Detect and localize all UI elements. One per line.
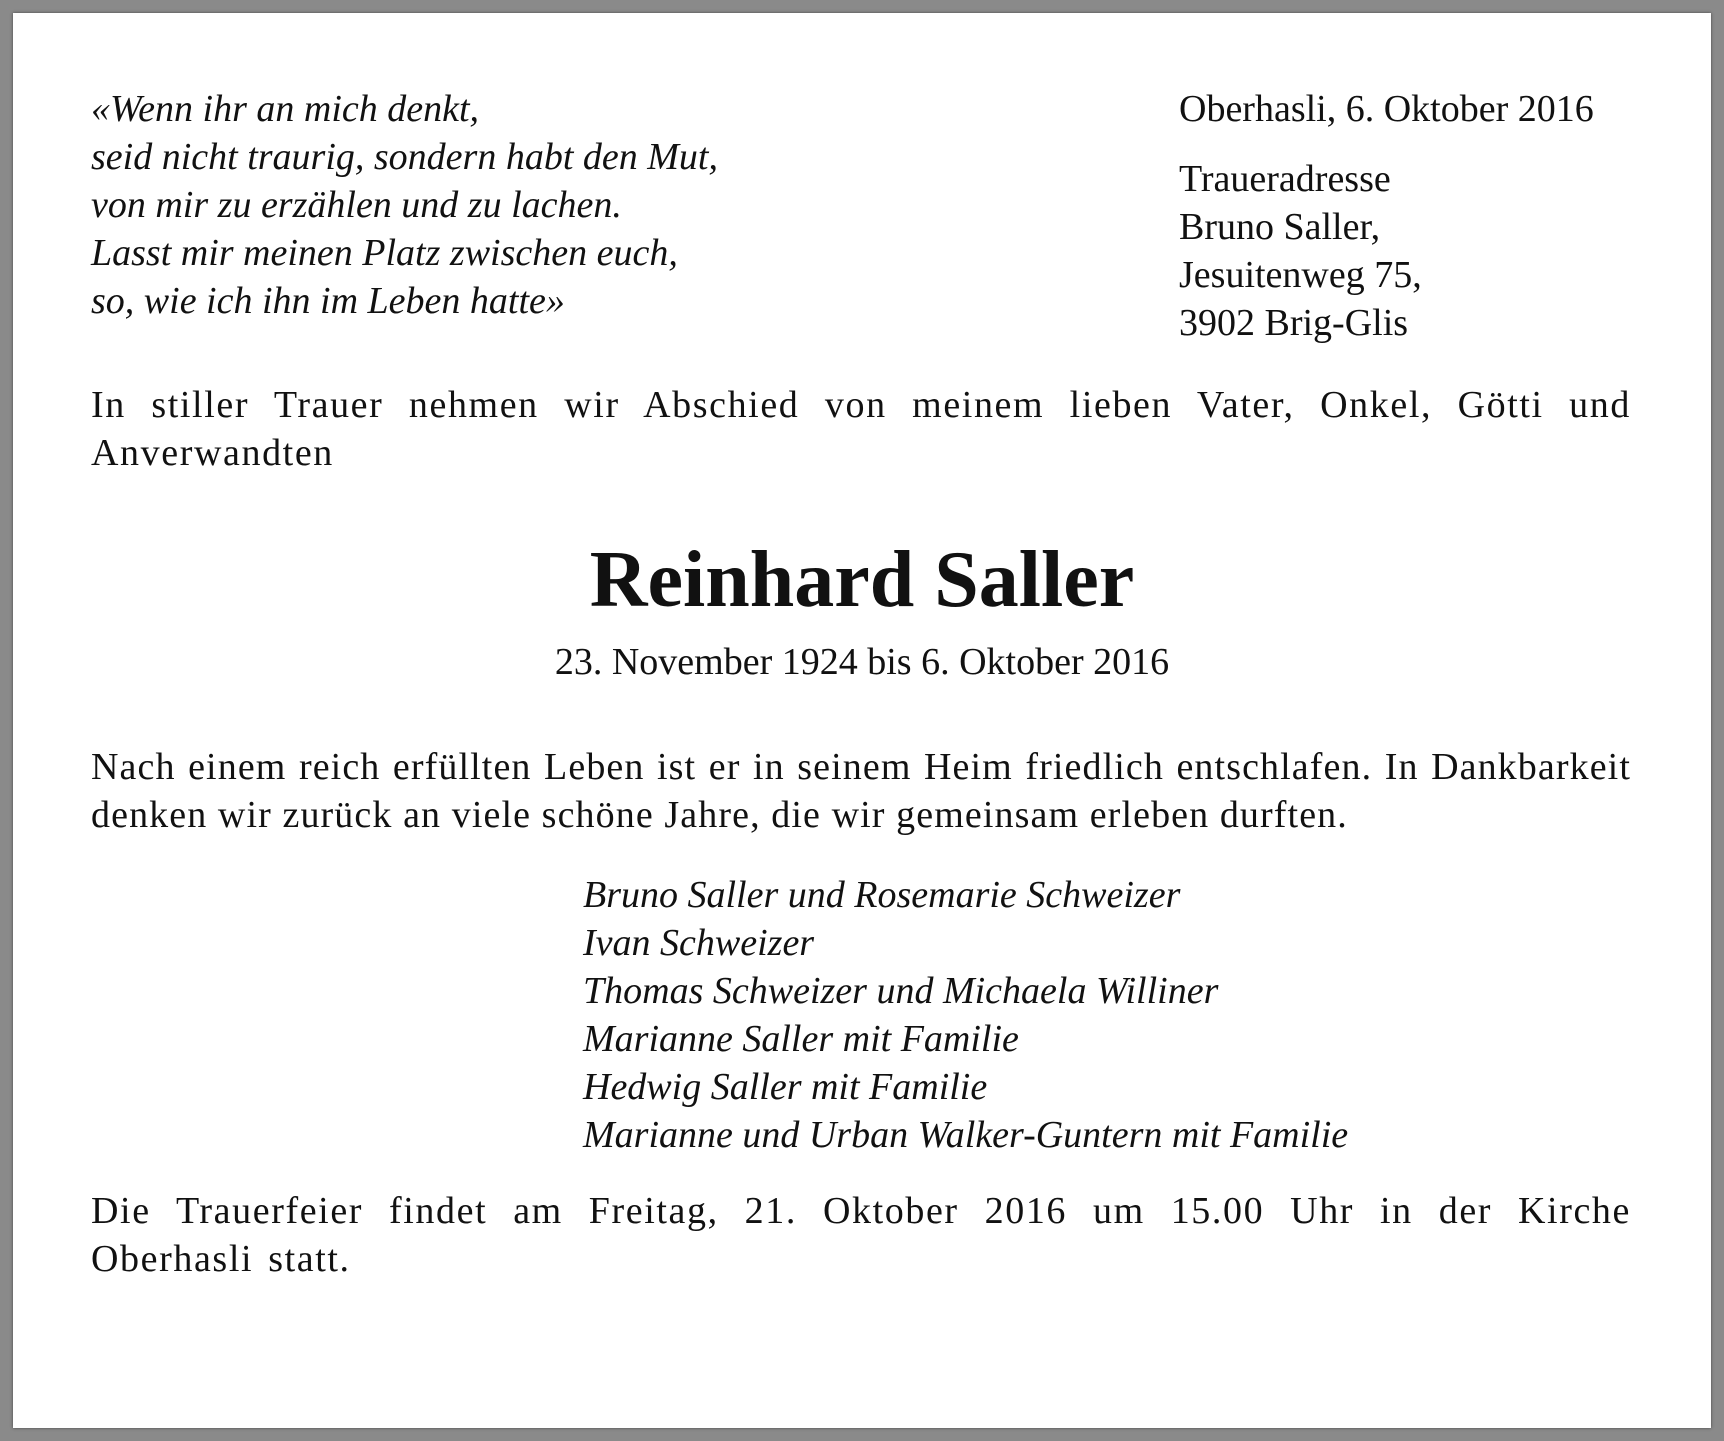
mourners-list — [583, 871, 1348, 1159]
quote-line: «Wenn ihr an mich denkt, — [91, 88, 480, 130]
quote-line: von mir zu erzählen und zu lachen. — [91, 184, 622, 226]
obituary-page — [13, 13, 1711, 1428]
deceased-name: Reinhard Saller — [589, 536, 1135, 624]
place-and-date: Oberhasli, 6. Oktober 2016 — [1179, 88, 1594, 130]
mourner-entry: Marianne Saller mit Familie — [583, 1018, 1019, 1060]
address-line: Jesuitenweg 75, — [1179, 254, 1422, 296]
memorial-quote — [91, 85, 718, 325]
address-line: Traueradresse — [1179, 158, 1391, 200]
mourner-entry: Bruno Saller und Rosemarie Schweizer — [583, 874, 1181, 916]
life-dates: 23. November 1924 bis 6. Oktober 2016 — [554, 641, 1170, 683]
body-text: Nach einem reich erfüllten Leben ist er in seinem Heim friedlich entschlafen. In Dankbarkeit denken wir zurück an viele schöne Jahre, die wir gemeinsam erleben durften. — [91, 746, 1631, 836]
intro-paragraph: In stiller Trauer nehmen wir Abschied von meinem lieben Vater, Onkel, Götti und Anverwandten — [91, 384, 1631, 474]
address-line: Bruno Saller, — [1179, 206, 1381, 248]
quote-line: so, wie ich ihn im Leben hatte» — [91, 280, 565, 322]
quote-line: seid nicht traurig, sondern habt den Mut, — [91, 136, 718, 178]
address-line: 3902 Brig-Glis — [1179, 302, 1409, 344]
mourner-entry: Hedwig Saller mit Familie — [583, 1066, 988, 1108]
mourner-entry: Ivan Schweizer — [583, 922, 815, 964]
mourner-entry: Marianne und Urban Walker-Guntern mit Familie — [583, 1114, 1349, 1156]
mourning-address — [1179, 155, 1422, 347]
body-paragraph — [91, 743, 1631, 839]
ceremony-notice: Die Trauerfeier findet am Freitag, 21. Oktober 2016 um 15.00 Uhr in der Kirche Oberhasli statt. — [91, 1190, 1631, 1280]
quote-line: Lasst mir meinen Platz zwischen euch, — [91, 232, 678, 274]
mourner-entry: Thomas Schweizer und Michaela Williner — [583, 970, 1219, 1012]
